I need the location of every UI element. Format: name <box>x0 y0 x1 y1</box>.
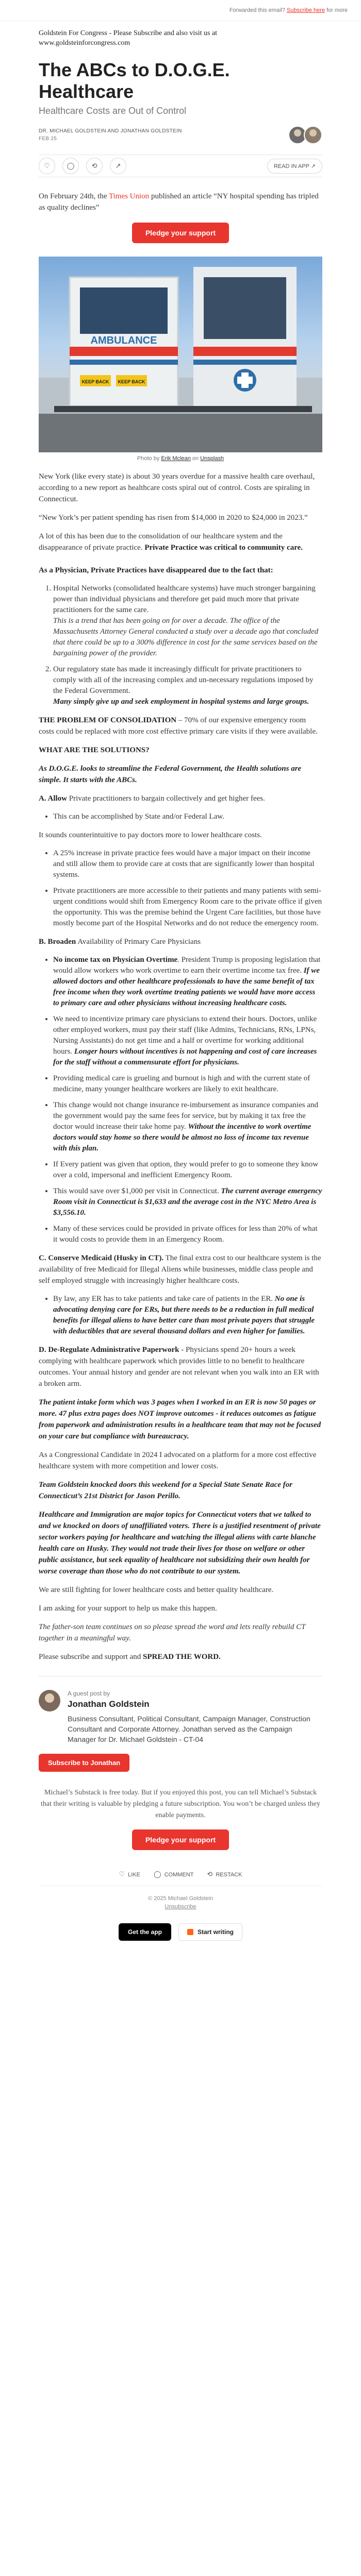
subscribe-link[interactable]: Subscribe here <box>287 7 325 13</box>
c-ital: No one is advocating denying care for ERs, but there needs to be a reduction in full medical benefits for illegal aliens to have better care than most private payers that struggle with deductibles that are several thousand dollars and even higher for families. <box>53 1295 315 1335</box>
b-main: We need to incentivize primary care physicians to extend their hours. Doctors, unlike other employed workers, must pay their staff (like Admins, Technicians, RNs, LPNs, Nursing Assistants) do not get time and a half or overtime for working additional hours. <box>53 1015 317 1056</box>
byline <box>39 127 182 143</box>
get-app-button[interactable]: Get the app <box>119 1923 171 1941</box>
read-in-app-button[interactable] <box>267 159 322 174</box>
b-main: Many of these services could be provided in private offices for less than 20% of what it would costs to provide them in an Emergency Room. <box>53 1225 318 1244</box>
start-writing-label: Start writing <box>198 1928 234 1936</box>
restack-icon: ⟲ <box>91 162 97 170</box>
keep-back-text-2: KEEP BACK <box>118 379 145 384</box>
reason-main: Our regulatory state has made it increasingly difficult for private practitioners to comply with all of the increasing complex and un-necessary regulations imposed by the Federal Government. <box>53 665 314 695</box>
father-ital: The father-son team continues on so please spread the word and lets really rebuild CT together in a meaningful way. <box>39 1623 306 1642</box>
body-paragraph: It sounds counterintuitive to pay doctors more to lower healthcare costs. <box>39 831 262 839</box>
subscribe-author-button[interactable]: Subscribe to Jonathan <box>39 1754 129 1772</box>
heart-icon: ♡ <box>44 162 50 170</box>
like-button[interactable] <box>39 158 55 174</box>
list-item <box>53 583 322 659</box>
avatar[interactable] <box>304 126 322 144</box>
post-subtitle: Healthcare Costs are Out of Control <box>39 106 187 116</box>
list-item <box>53 1224 322 1245</box>
guest-label: A guest post by <box>68 1690 110 1697</box>
app-buttons <box>39 1923 322 1941</box>
reason-ital: This is a trend that has been going on for over a decade. The office of the Massachusetts Attorney General conducted a study over a decade ago that concluded that there could be up to a 300% difference in cost for the same services based on the bargaining power of the provider. <box>53 617 319 657</box>
section-b <box>39 936 322 947</box>
list-item: • Private practitioners are more accessible to their patients and many patients with semi-urgent conditions would shift from Emergency Room care to the private office if given the opportunity. This was the premise behind the Urgent Care facilities, but those have mostly become part of the Hospital Networks and do not reduce the emergency room. <box>53 886 322 929</box>
list-item <box>53 955 322 1009</box>
a-list-2 <box>39 848 322 929</box>
body-paragraph <box>39 1479 322 1502</box>
share-icon: ↗ <box>115 162 121 170</box>
section-a <box>39 793 322 804</box>
unsubscribe-link[interactable]: Unsubscribe <box>165 1904 196 1910</box>
comment-button[interactable] <box>62 158 79 174</box>
post-container <box>39 28 322 1941</box>
physician-heading <box>39 565 322 576</box>
byline-row <box>39 126 322 144</box>
external-link-icon: ↗ <box>310 163 316 170</box>
consolidation-lead: THE PROBLEM OF CONSOLIDATION <box>39 716 177 724</box>
body-paragraph: “New York’s per patient spending has risen from $14,000 in 2020 to $24,000 in 2023.” <box>39 514 308 522</box>
intro-post: published an article “NY hospital spending has tripled as quality declines” <box>39 192 319 212</box>
keep-back-text: KEEP BACK <box>81 379 109 384</box>
post-actions-bar <box>39 155 322 177</box>
banner <box>39 28 322 48</box>
intro-paragraph <box>39 191 322 213</box>
topbar-suffix: for more <box>326 7 348 13</box>
spread-pre: Please subscribe and support and <box>39 1653 141 1661</box>
b-ital: If we allowed doctors and other healthcare professionals to have the same benefit of tax free income when they work overtime treating patients we would have more access to primary care and other physicians without increasing healthcare costs. <box>53 967 320 1007</box>
footer-actions <box>39 1871 322 1886</box>
section-d <box>39 1344 322 1389</box>
b-main: . President Trump is proposing legislation that would allow workers who work overtime to earn their overtime income tax free. <box>53 956 321 975</box>
footer-comment-button[interactable] <box>154 1871 193 1878</box>
c-list <box>39 1294 322 1337</box>
section-b-rest: Availability of Primary Care Physicians <box>77 938 201 946</box>
copyright-text: © 2025 Michael Goldstein <box>147 1895 214 1902</box>
unsplash-link[interactable]: Unsplash <box>200 455 224 462</box>
b-main: If Every patient was given that option, they would prefer to go to someone they know over a cold, impersonal and inefficient Emergency Room. <box>53 1160 319 1179</box>
guest-author-name[interactable]: Jonathan Goldstein <box>68 1699 150 1709</box>
topbar <box>0 0 361 21</box>
list-item <box>53 1073 322 1095</box>
photographer-link[interactable]: Erik Mclean <box>161 455 191 462</box>
solutions-heading <box>39 744 322 756</box>
p3-bold: Private Practice was critical to community care. <box>144 544 303 552</box>
start-writing-button[interactable] <box>178 1923 242 1941</box>
body-paragraph: We are still fighting for lower healthcare costs and better quality healthcare. <box>39 1586 274 1594</box>
list-item: • A 25% increase in private practice fees would have a major impact on their income and still allow them to provide care at costs that are significantly lower than hospital systems. <box>53 848 322 880</box>
restack-label: RESTACK <box>216 1871 242 1878</box>
list-item <box>53 1159 322 1181</box>
body-paragraph <box>39 531 322 553</box>
comment-icon: ◯ <box>67 162 75 170</box>
guest-author-bio: Business Consultant, Political Consultant, Campaign Manager, Construction Consultant and Corporate Attorney. Jonathan served as the Campaign Manager for Dr. Michael Goldstein - CT-04 <box>68 1715 310 1743</box>
section-c-rest: The final extra cost to our healthcare system is the availability of free Medicaid for Illegal Aliens while businesses, middle class people and self employed struggle with increasingly higher healthcare costs. <box>39 1254 321 1285</box>
list-item <box>53 1100 322 1154</box>
comment-icon: ◯ <box>154 1871 161 1878</box>
section-d-rest: - Physicians spend 20+ hours a week complying with healthcare paperwork which provides little to no benefit to healthcare outcomes. Your annual history and gender are not relevant when you walk into an ER with a broken arm. <box>39 1346 319 1388</box>
avatar[interactable] <box>39 1690 60 1711</box>
ambulance-illustration <box>39 257 322 452</box>
physician-heading-text: As a Physician, Private Practices have disappeared due to the fact that: <box>39 566 273 574</box>
free-notice: Michael’s Substack is free today. But if you enjoyed this post, you can tell Michael’s Substack that their writing is valuable by pledging a future subscription. You won’t be charged unless they enable payments. <box>41 1789 320 1819</box>
post-date: FEB 25 <box>39 136 57 142</box>
healthcare-ital: Healthcare and Immigration are major topics for Connecticut voters that we talked to and we knocked on doors of unaffiliated voters. There is a justified resentment of private sector workers paying for healthcare and watching the illegal aliens with carte blanche health care on Husky. They would not trade their lives for those on welfare or other public assistance, but seek equality of healthcare not subsidizing their own health for worse coverage than those who do not contribute to our system. <box>39 1511 321 1575</box>
times-union-link[interactable]: Times Union <box>108 192 150 200</box>
comment-label: COMMENT <box>164 1871 194 1878</box>
ambulance-text: AMBULANCE <box>90 335 157 346</box>
restack-button[interactable] <box>86 158 103 174</box>
section-c <box>39 1252 322 1286</box>
team-ital: Team Goldstein knocked doors this weekend for a Special State Senate Race for Connecticut’s 21st District for Jason Perillo. <box>39 1481 292 1500</box>
b-ital: Longer hours without incentives is not happening and cost of care increases for the staff without a commensurate effort for physicians. <box>53 1047 317 1066</box>
body-paragraph <box>39 1621 322 1644</box>
body-paragraph <box>39 1509 322 1577</box>
substack-logo-icon <box>187 1929 193 1935</box>
section-c-lead: C. Conserve Medicaid (Husky in CT). <box>39 1254 164 1262</box>
author-avatars[interactable] <box>291 126 322 144</box>
body-paragraph: New York (like every state) is about 30 years overdue for a massive health care overhaul, according to a new report as healthcare costs spiral out of control. Costs are spiraling in Connecticut. <box>39 472 315 503</box>
guest-author-card <box>39 1676 322 1787</box>
pledge-button-bottom[interactable]: Pledge your support <box>132 1829 229 1850</box>
author-names[interactable]: DR. MICHAEL GOLDSTEIN AND JONATHAN GOLDSTEIN <box>39 128 182 134</box>
body-paragraph: I am asking for your support to help us make this happen. <box>39 1604 217 1613</box>
heart-icon: ♡ <box>119 1871 125 1878</box>
like-label: LIKE <box>128 1871 141 1878</box>
photo-caption <box>39 455 322 462</box>
list-item <box>53 1014 322 1068</box>
section-a-lead: A. Allow <box>39 794 68 803</box>
caption-mid: on <box>192 455 199 462</box>
solutions-heading-text: WHAT ARE THE SOLUTIONS? <box>39 746 150 754</box>
pledge-button[interactable]: Pledge your support <box>132 223 229 243</box>
caption-pre: Photo by <box>137 455 160 462</box>
c-main: By law, any ER has to take patients and take care of patients in the ER. <box>53 1295 273 1303</box>
b-main: This would save over $1,000 per visit in Connecticut. <box>53 1187 219 1195</box>
list-item <box>53 1186 322 1218</box>
footer-like-button[interactable] <box>119 1871 141 1878</box>
doge-text: As D.O.G.E. looks to streamline the Federal Government, the Health solutions are simple. It starts with the ABCs. <box>39 765 302 784</box>
body-paragraph <box>39 1651 322 1663</box>
d-ital: The patient intake form which was 3 pages when I worked in an ER is now 50 pages or more. 47 plus extra pages does NOT improve outcomes - it reduces outcomes as fatigue from paperwork and administration results in a healthcare team that may not be focused on your care but compliance with bureaucracy. <box>39 1398 321 1440</box>
section-d-lead: D. De-Regulate Administrative Paperwork <box>39 1346 179 1354</box>
read-in-app-label: READ IN APP <box>273 163 309 170</box>
reason-ital: Many simply give up and seek employment in hospital systems and large groups. <box>53 698 309 706</box>
consolidation-paragraph <box>39 715 322 737</box>
b-ital: Without the incentive to work overtime doctors would stay home so there would be almost no loss of income tax revenue with this plan. <box>53 1123 311 1153</box>
banner-line-1: Goldstein For Congress - Please Subscribe and also visit us at <box>39 29 218 37</box>
b-main: Providing medical care is grueling and burnout is high and with the current state of medicine, many younger healthcare workers are likely to exit healthcare. <box>53 1074 310 1093</box>
p3-text: A lot of this has been due to the consolidation of our healthcare system and the disappearance of private practice. <box>39 532 283 552</box>
a-list <box>39 811 322 822</box>
topbar-text: Forwarded this email? <box>229 7 286 13</box>
ambulance-photo <box>39 257 322 452</box>
list-item: • This can be accomplished by State and/or Federal Law. <box>53 811 322 822</box>
reason-main: Hospital Networks (consolidated healthcare systems) have much stronger bargaining power than individual physicians and therefore get paid much more that private practitioners for the same care. <box>53 584 316 614</box>
body-paragraph <box>39 1397 322 1442</box>
spread-bold: SPREAD THE WORD. <box>143 1653 221 1661</box>
section-b-lead: B. Broaden <box>39 938 76 946</box>
banner-line-2[interactable]: www.goldsteinforcongress.com <box>39 39 130 47</box>
b-ital: The current average emergency Room visit in Connecticut is $1,633 and the average cost in the NYC Metro Area is $3,556.10. <box>53 1187 322 1217</box>
copyright <box>39 1894 322 1911</box>
list-item <box>53 1294 322 1337</box>
section-a-rest: Private practitioners to bargain collectively and get higher fees. <box>69 794 265 803</box>
b-main: This change would not change insurance re-imbursement as insurance companies and the government would pay the same fees for service, but by making it tax free the doctor would increase their take home pay. <box>53 1101 318 1131</box>
doge-paragraph <box>39 763 322 786</box>
consolidation-rest: – 70% of our expensive emergency room costs could be replaced with more cost effective primary care visits if they were available. <box>39 716 318 736</box>
body-paragraph: As a Congressional Candidate in 2024 I advocated on a platform for a more cost effective healthcare system with more competition and lower costs. <box>39 1451 317 1470</box>
list-item <box>53 664 322 707</box>
reasons-list <box>39 583 322 707</box>
b-bold: No income tax on Physician Overtime <box>53 956 178 964</box>
restack-icon: ⟲ <box>207 1871 213 1878</box>
share-button[interactable] <box>110 158 126 174</box>
footer-restack-button[interactable] <box>207 1871 242 1878</box>
intro-pre: On February 24th, the <box>39 192 107 200</box>
b-list <box>39 955 322 1245</box>
post-title: The ABCs to D.O.G.E. Healthcare <box>39 59 230 102</box>
